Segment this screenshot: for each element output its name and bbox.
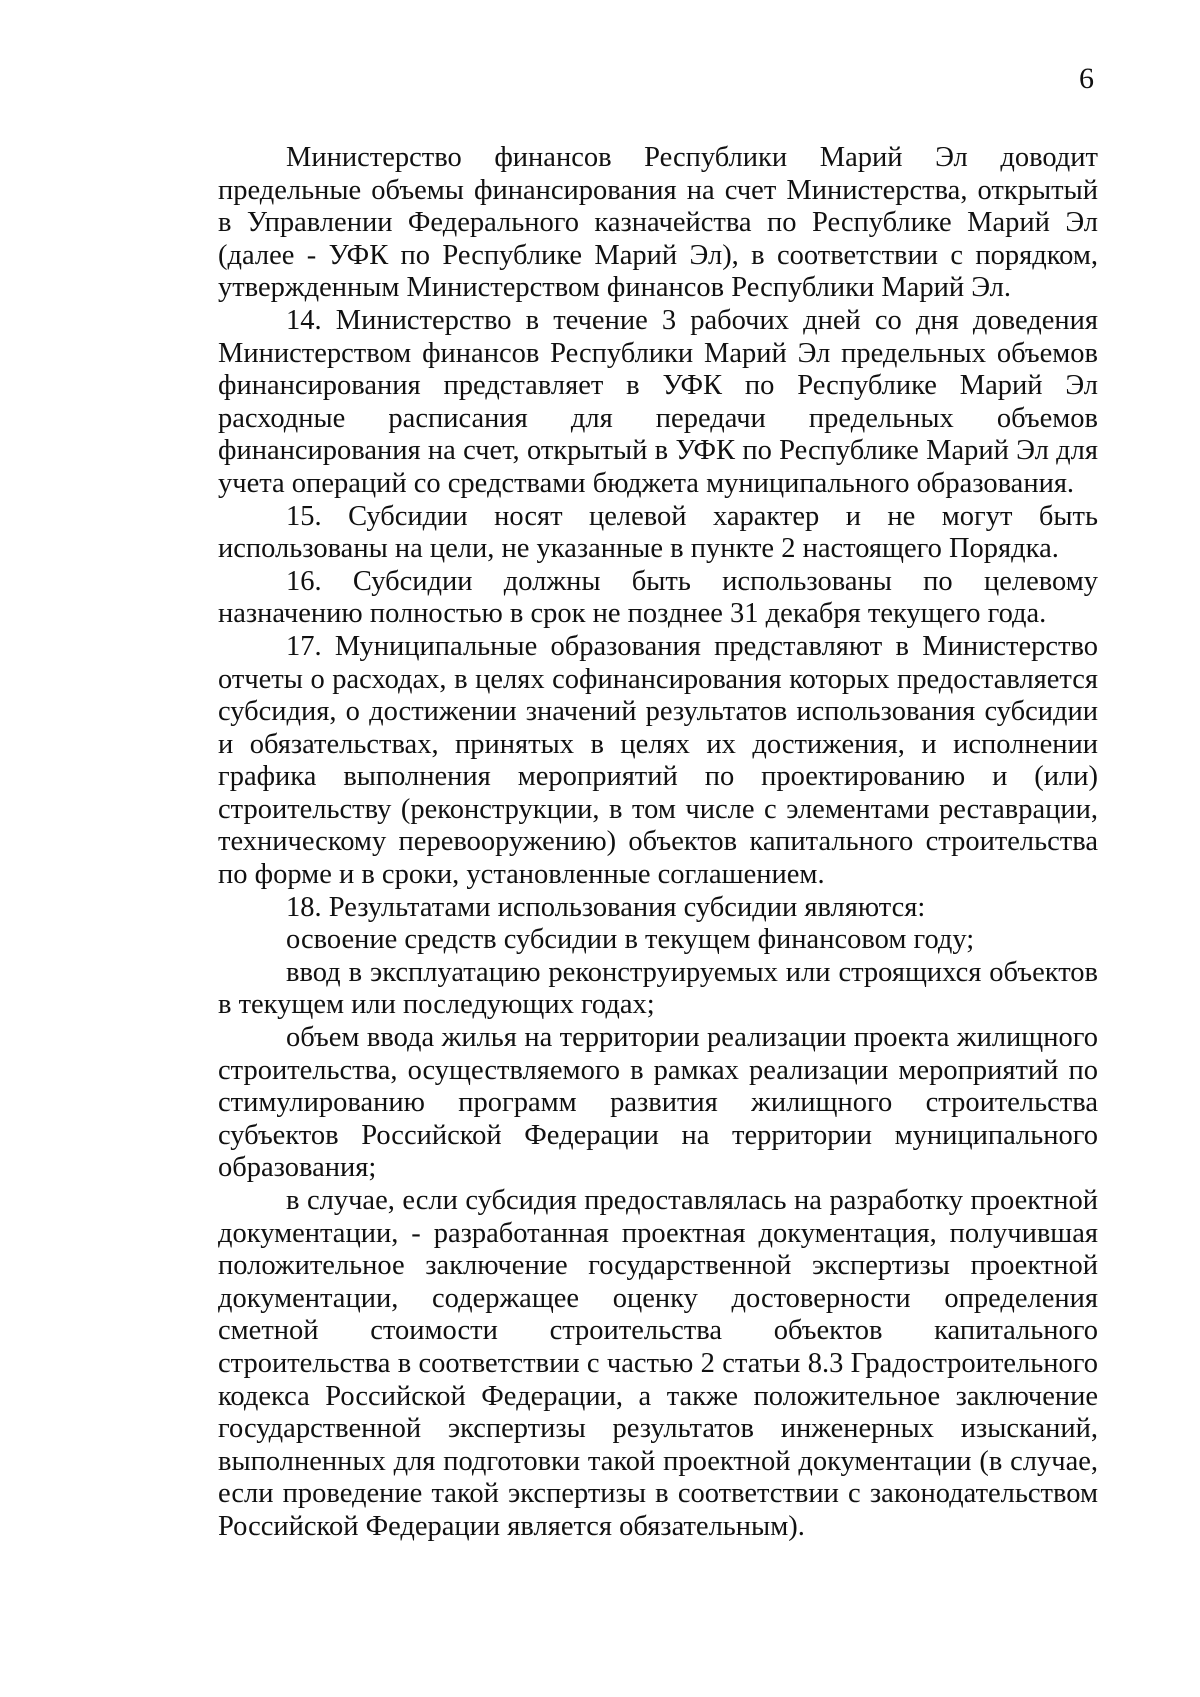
paragraph-17: 17. Муниципальные образования представляют в Министерство отчеты о расходах, в целях софинансирования которых предоставляется субсидия, о достижении значений результатов использования субсидии и обязательствах, принятых в целях их достижения, и исполнении графика выполнения мероприятий по проектированию и (или) строительству (реконструкции, в том числе с элементами реставрации, техническому перевооружению) объектов капитального строительства по форме и в сроки, установленные соглашением.: [218, 630, 1098, 891]
result-item-housing-volume: объем ввода жилья на территории реализации проекта жилищного строительства, осуществляемого в рамках реализации мероприятий по стимулированию программ развития жилищного строительства субъектов Российской Федерации на территории муниципального образования;: [218, 1022, 1098, 1184]
paragraph-funding-limits: Министерство финансов Республики Марий Эл доводит предельные объемы финансирования на счет Министерства, открытый в Управлении Федерального казначейства по Республике Марий Эл (далее - УФК по Республике Марий Эл), в соответствии с порядком, утвержденным Министерством финансов Республики Марий Эл.: [218, 142, 1098, 304]
document-body: [218, 142, 1098, 1544]
paragraph-14: 14. Министерство в течение 3 рабочих дней со дня доведения Министерством финансов Республики Марий Эл предельных объемов финансирования представляет в УФК по Республике Марий Эл расходные расписания для передачи предельных объемов финансирования на счет, открытый в УФК по Республике Марий Эл для учета операций со средствами бюджета муниципального образования.: [218, 304, 1098, 499]
result-item-project-documentation: в случае, если субсидия предоставлялась на разработку проектной документации, - разработанная проектная документация, получившая положительное заключение государственной экспертизы проектной документации, содержащее оценку достоверности определения сметной стоимости строительства объектов капитального строительства в соответствии с частью 2 статьи 8.3 Градостроительного кодекса Российской Федерации, а также положительное заключение государственной экспертизы результатов инженерных изысканий, выполненных для подготовки такой проектной документации (в случае, если проведение такой экспертизы в соответствии с законодательством Российской Федерации является обязательным).: [218, 1185, 1098, 1542]
result-item-funds-use: освоение средств субсидии в текущем финансовом году;: [286, 924, 975, 956]
paragraph-16: 16. Субсидии должны быть использованы по целевому назначению полностью в срок не позднее 31 декабря текущего года.: [218, 565, 1098, 630]
paragraph-18: 18. Результатами использования субсидии являются:: [286, 891, 926, 923]
paragraph-15: 15. Субсидии носят целевой характер и не могут быть использованы на цели, не указанные в пункте 2 настоящего Порядка.: [218, 500, 1098, 565]
page-number: 6: [1079, 62, 1094, 95]
result-item-commissioning: ввод в эксплуатацию реконструируемых или строящихся объектов в текущем или последующих годах;: [218, 956, 1098, 1021]
